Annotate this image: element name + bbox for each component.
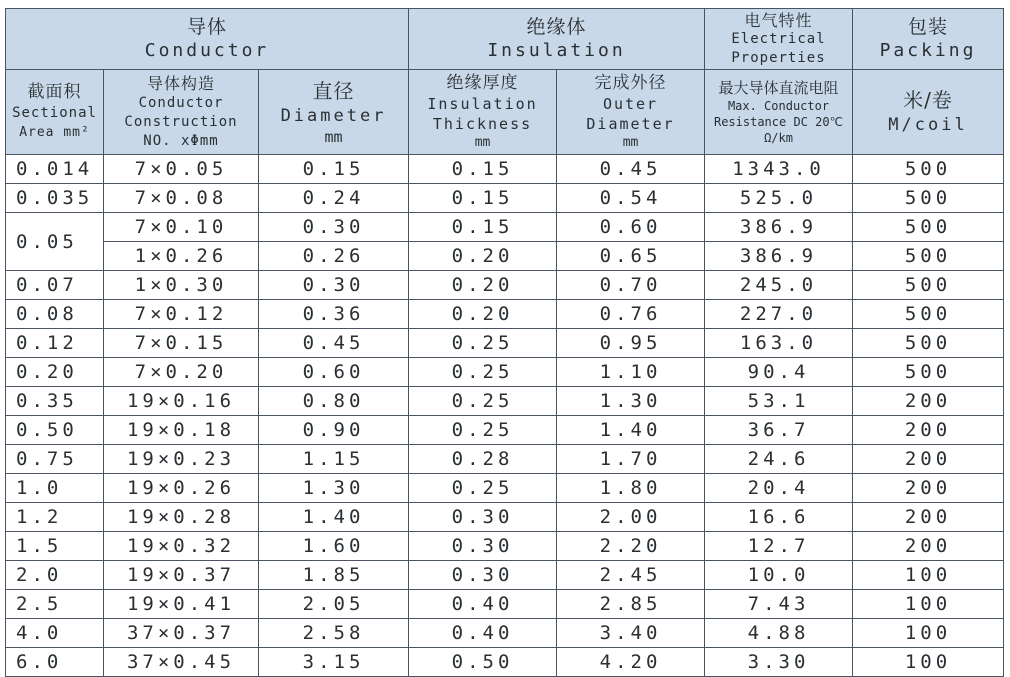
cell-diameter: 1.60: [259, 532, 409, 561]
cell-construction: 7×0.08: [104, 184, 259, 213]
electrical-zh: 电气特性: [744, 10, 813, 30]
thickness-en-2: Thickness: [432, 115, 533, 133]
table-row: [6, 300, 1004, 329]
table-row: [6, 184, 1004, 213]
cell-outer: 1.30: [557, 387, 705, 416]
table-row: [6, 532, 1004, 561]
cell-section: 0.20: [6, 358, 104, 387]
cell-coil: 500: [853, 300, 1004, 329]
thickness-en-1: Insulation: [427, 95, 538, 113]
resistance-en-2: Resistance DC 20℃: [713, 114, 844, 129]
outer-unit: mm: [622, 135, 639, 150]
cell-section: 0.12: [6, 329, 104, 358]
cell-outer: 0.70: [557, 271, 705, 300]
cell-diameter: 1.30: [259, 474, 409, 503]
resistance-header: [705, 70, 853, 155]
construction-en-1: Conductor: [138, 94, 224, 111]
electrical-group-header: [705, 9, 853, 70]
cell-diameter: 0.36: [259, 300, 409, 329]
table-row: [6, 416, 1004, 445]
table-row: [6, 474, 1004, 503]
table-row: [6, 329, 1004, 358]
cell-resistance: 4.88: [705, 619, 853, 648]
cell-diameter: 0.26: [259, 242, 409, 271]
cell-diameter: 0.15: [259, 155, 409, 184]
cell-coil: 100: [853, 590, 1004, 619]
cell-section: 0.50: [6, 416, 104, 445]
cell-outer: 2.20: [557, 532, 705, 561]
section-en-1: Sectional: [12, 105, 97, 121]
cell-construction: 19×0.26: [104, 474, 259, 503]
cell-diameter: 0.60: [259, 358, 409, 387]
cell-outer: 0.54: [557, 184, 705, 213]
cell-resistance: 12.7: [705, 532, 853, 561]
cell-outer: 3.40: [557, 619, 705, 648]
section-zh: 截面积: [27, 82, 82, 102]
cell-section: 2.5: [6, 590, 104, 619]
cell-construction: 7×0.20: [104, 358, 259, 387]
cell-diameter: 0.30: [259, 213, 409, 242]
group-header-row: [6, 9, 1004, 70]
insulation-group-header: [409, 9, 705, 70]
coil-header: [853, 70, 1004, 155]
thickness-zh: 绝缘厚度: [446, 73, 519, 93]
insulation-zh: 绝缘体: [526, 16, 587, 38]
cell-resistance: 24.6: [705, 445, 853, 474]
conductor-group-header: [6, 9, 409, 70]
table-row: [6, 155, 1004, 184]
table-row: [6, 358, 1004, 387]
cell-construction: 19×0.18: [104, 416, 259, 445]
cell-resistance: 3.30: [705, 648, 853, 677]
table-row: [6, 648, 1004, 677]
cell-outer: 0.65: [557, 242, 705, 271]
cell-thickness: 0.40: [409, 590, 557, 619]
diameter-unit: mm: [324, 128, 343, 146]
cell-outer: 1.70: [557, 445, 705, 474]
cell-thickness: 0.25: [409, 329, 557, 358]
packing-zh: 包装: [908, 16, 949, 38]
cell-diameter: 1.15: [259, 445, 409, 474]
cell-diameter: 1.40: [259, 503, 409, 532]
cell-resistance: 227.0: [705, 300, 853, 329]
cell-thickness: 0.25: [409, 387, 557, 416]
spec-table-container: [5, 8, 1003, 677]
section-en-2: Area mm²: [19, 125, 90, 140]
thickness-header: [409, 70, 557, 155]
cell-coil: 500: [853, 329, 1004, 358]
resistance-en-1: Max. Conductor: [727, 98, 830, 113]
cell-outer: 2.45: [557, 561, 705, 590]
table-row: [6, 503, 1004, 532]
table-row: [6, 387, 1004, 416]
cell-section: 6.0: [6, 648, 104, 677]
cell-resistance: 16.6: [705, 503, 853, 532]
electrical-en-2: Properties: [731, 49, 826, 66]
cell-thickness: 0.30: [409, 503, 557, 532]
cell-resistance: 386.9: [705, 242, 853, 271]
cell-thickness: 0.20: [409, 271, 557, 300]
cell-coil: 500: [853, 155, 1004, 184]
cell-section: 0.05: [6, 213, 104, 271]
cell-section: 0.75: [6, 445, 104, 474]
cell-coil: 200: [853, 503, 1004, 532]
packing-group-header: [853, 9, 1004, 70]
cell-resistance: 90.4: [705, 358, 853, 387]
cell-construction: 19×0.16: [104, 387, 259, 416]
cell-resistance: 53.1: [705, 387, 853, 416]
resistance-zh: 最大导体直流电阻: [718, 78, 839, 97]
cell-diameter: 0.30: [259, 271, 409, 300]
cell-thickness: 0.15: [409, 155, 557, 184]
cell-section: 1.0: [6, 474, 104, 503]
cell-outer: 4.20: [557, 648, 705, 677]
construction-en-2: Construction: [124, 113, 238, 130]
table-row: [6, 590, 1004, 619]
cell-section: 0.014: [6, 155, 104, 184]
section-header: [6, 70, 104, 155]
cell-coil: 100: [853, 648, 1004, 677]
cell-section: 2.0: [6, 561, 104, 590]
cell-coil: 100: [853, 561, 1004, 590]
cell-construction: 19×0.23: [104, 445, 259, 474]
outer-en-2: Diameter: [586, 115, 675, 133]
cell-resistance: 163.0: [705, 329, 853, 358]
outer-en-1: Outer: [602, 95, 659, 113]
outer-diameter-header: [557, 70, 705, 155]
cell-coil: 500: [853, 271, 1004, 300]
construction-en-3: NO. xΦmm: [143, 132, 219, 149]
diameter-en: Diameter: [280, 106, 387, 126]
cell-construction: 37×0.45: [104, 648, 259, 677]
cell-diameter: 2.58: [259, 619, 409, 648]
cell-resistance: 1343.0: [705, 155, 853, 184]
sub-header-row: [6, 70, 1004, 155]
table-row: [6, 213, 1004, 242]
cell-coil: 200: [853, 387, 1004, 416]
cell-thickness: 0.15: [409, 213, 557, 242]
cell-construction: 1×0.26: [104, 242, 259, 271]
cell-outer: 2.00: [557, 503, 705, 532]
cell-section: 0.08: [6, 300, 104, 329]
cell-construction: 37×0.37: [104, 619, 259, 648]
cell-resistance: 245.0: [705, 271, 853, 300]
cell-diameter: 1.85: [259, 561, 409, 590]
cell-section: 1.2: [6, 503, 104, 532]
cell-outer: 2.85: [557, 590, 705, 619]
table-row: [6, 445, 1004, 474]
conductor-en: Conductor: [144, 40, 270, 61]
cell-section: 1.5: [6, 532, 104, 561]
cell-thickness: 0.28: [409, 445, 557, 474]
cell-thickness: 0.15: [409, 184, 557, 213]
cell-construction: 7×0.10: [104, 213, 259, 242]
cell-coil: 500: [853, 242, 1004, 271]
cell-construction: 19×0.41: [104, 590, 259, 619]
cell-outer: 0.45: [557, 155, 705, 184]
table-row: [6, 561, 1004, 590]
resistance-unit: Ω/km: [764, 130, 793, 145]
cell-outer: 1.40: [557, 416, 705, 445]
cell-outer: 0.76: [557, 300, 705, 329]
cell-construction: 19×0.28: [104, 503, 259, 532]
cell-section: 0.035: [6, 184, 104, 213]
cell-thickness: 0.30: [409, 532, 557, 561]
cell-resistance: 10.0: [705, 561, 853, 590]
table-row: [6, 242, 1004, 271]
cell-construction: 19×0.32: [104, 532, 259, 561]
cell-diameter: 0.45: [259, 329, 409, 358]
cell-outer: 1.10: [557, 358, 705, 387]
table-row: [6, 619, 1004, 648]
cell-construction: 19×0.37: [104, 561, 259, 590]
cell-thickness: 0.40: [409, 619, 557, 648]
cell-coil: 200: [853, 474, 1004, 503]
cell-thickness: 0.50: [409, 648, 557, 677]
construction-header: [104, 70, 259, 155]
thickness-unit: mm: [474, 135, 491, 150]
cell-coil: 200: [853, 445, 1004, 474]
cell-coil: 500: [853, 184, 1004, 213]
cell-diameter: 2.05: [259, 590, 409, 619]
cell-coil: 500: [853, 358, 1004, 387]
cell-section: 0.07: [6, 271, 104, 300]
cell-construction: 7×0.12: [104, 300, 259, 329]
cell-outer: 1.80: [557, 474, 705, 503]
cell-diameter: 0.80: [259, 387, 409, 416]
cell-resistance: 20.4: [705, 474, 853, 503]
cell-thickness: 0.25: [409, 358, 557, 387]
coil-en: M/coil: [888, 115, 968, 135]
electrical-en-1: Electrical: [731, 30, 826, 47]
cell-construction: 7×0.15: [104, 329, 259, 358]
packing-en: Packing: [879, 40, 977, 61]
conductor-zh: 导体: [187, 16, 228, 38]
cell-construction: 1×0.30: [104, 271, 259, 300]
coil-zh: 米/卷: [903, 88, 953, 112]
diameter-header: [259, 70, 409, 155]
table-row: [6, 271, 1004, 300]
insulation-en: Insulation: [487, 40, 626, 61]
cell-outer: 0.95: [557, 329, 705, 358]
cell-thickness: 0.25: [409, 474, 557, 503]
cell-section: 4.0: [6, 619, 104, 648]
cell-diameter: 0.24: [259, 184, 409, 213]
construction-zh: 导体构造: [146, 73, 215, 93]
cell-resistance: 7.43: [705, 590, 853, 619]
cell-coil: 500: [853, 213, 1004, 242]
cell-construction: 7×0.05: [104, 155, 259, 184]
cell-thickness: 0.30: [409, 561, 557, 590]
wire-spec-table: [5, 8, 1004, 677]
cell-coil: 200: [853, 416, 1004, 445]
cell-diameter: 3.15: [259, 648, 409, 677]
cell-section: 0.35: [6, 387, 104, 416]
cell-resistance: 36.7: [705, 416, 853, 445]
cell-thickness: 0.20: [409, 242, 557, 271]
cell-coil: 100: [853, 619, 1004, 648]
cell-diameter: 0.90: [259, 416, 409, 445]
cell-resistance: 386.9: [705, 213, 853, 242]
diameter-zh: 直径: [312, 79, 355, 103]
outer-zh: 完成外径: [594, 73, 667, 93]
cell-thickness: 0.25: [409, 416, 557, 445]
cell-coil: 200: [853, 532, 1004, 561]
table-body: [6, 155, 1004, 677]
cell-resistance: 525.0: [705, 184, 853, 213]
cell-outer: 0.60: [557, 213, 705, 242]
cell-thickness: 0.20: [409, 300, 557, 329]
